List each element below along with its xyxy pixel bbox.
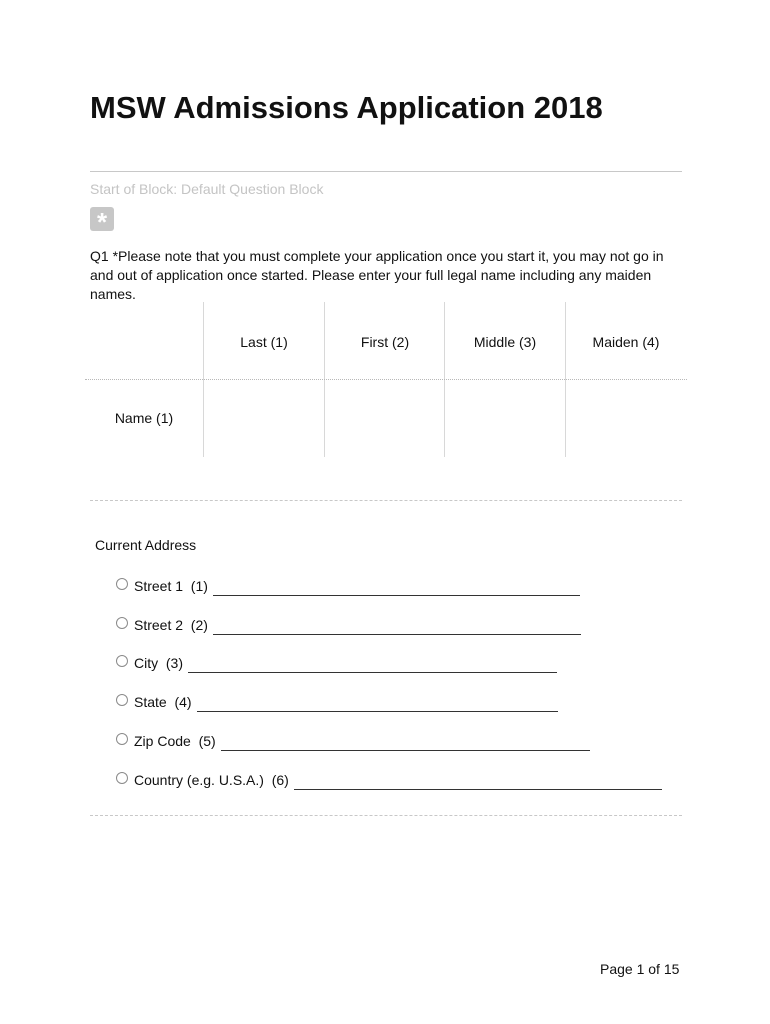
field-label-city: City (3) xyxy=(134,655,183,671)
row-label-name: Name (1) xyxy=(114,410,174,426)
column-header-middle: Middle (3) xyxy=(473,334,537,350)
field-label-street1: Street 1 (1) xyxy=(134,578,208,594)
zip-input-line[interactable] xyxy=(221,736,590,751)
address-field-street1 xyxy=(116,576,580,596)
field-label-country: Country (e.g. U.S.A.) (6) xyxy=(134,772,289,788)
divider xyxy=(90,171,682,172)
required-asterisk-icon: * xyxy=(90,207,114,231)
column-header-maiden: Maiden (4) xyxy=(592,334,660,350)
page-title: MSW Admissions Application 2018 xyxy=(90,90,603,125)
name-matrix-table xyxy=(85,302,687,457)
dashed-divider xyxy=(90,500,682,501)
address-field-state xyxy=(116,692,558,712)
address-field-city xyxy=(116,653,557,673)
radio-street1[interactable] xyxy=(116,578,128,590)
current-address-label: Current Address xyxy=(95,537,197,553)
address-field-country xyxy=(116,770,662,790)
column-header-first: First (2) xyxy=(360,334,410,350)
street2-input-line[interactable] xyxy=(213,620,581,635)
address-field-street2 xyxy=(116,615,581,635)
radio-street2[interactable] xyxy=(116,617,128,629)
country-input-line[interactable] xyxy=(294,775,662,790)
street1-input-line[interactable] xyxy=(213,581,580,596)
radio-city[interactable] xyxy=(116,655,128,667)
city-input-line[interactable] xyxy=(188,658,557,673)
field-label-street2: Street 2 (2) xyxy=(134,617,208,633)
grid-row-divider xyxy=(85,379,687,380)
field-label-zip: Zip Code (5) xyxy=(134,733,216,749)
dashed-divider xyxy=(90,815,682,816)
radio-zip[interactable] xyxy=(116,733,128,745)
column-header-last: Last (1) xyxy=(240,334,288,350)
address-field-zip xyxy=(116,731,590,751)
field-label-state: State (4) xyxy=(134,694,192,710)
question-q1-text: Q1 *Please note that you must complete your application once you start it, you may not go in and out of application once started. Please enter your full legal name including any maiden names. xyxy=(90,248,664,302)
page-number: Page 1 of 15 xyxy=(600,961,680,977)
state-input-line[interactable] xyxy=(197,697,558,712)
radio-state[interactable] xyxy=(116,694,128,706)
block-start-label: Start of Block: Default Question Block xyxy=(90,181,324,197)
radio-country[interactable] xyxy=(116,772,128,784)
